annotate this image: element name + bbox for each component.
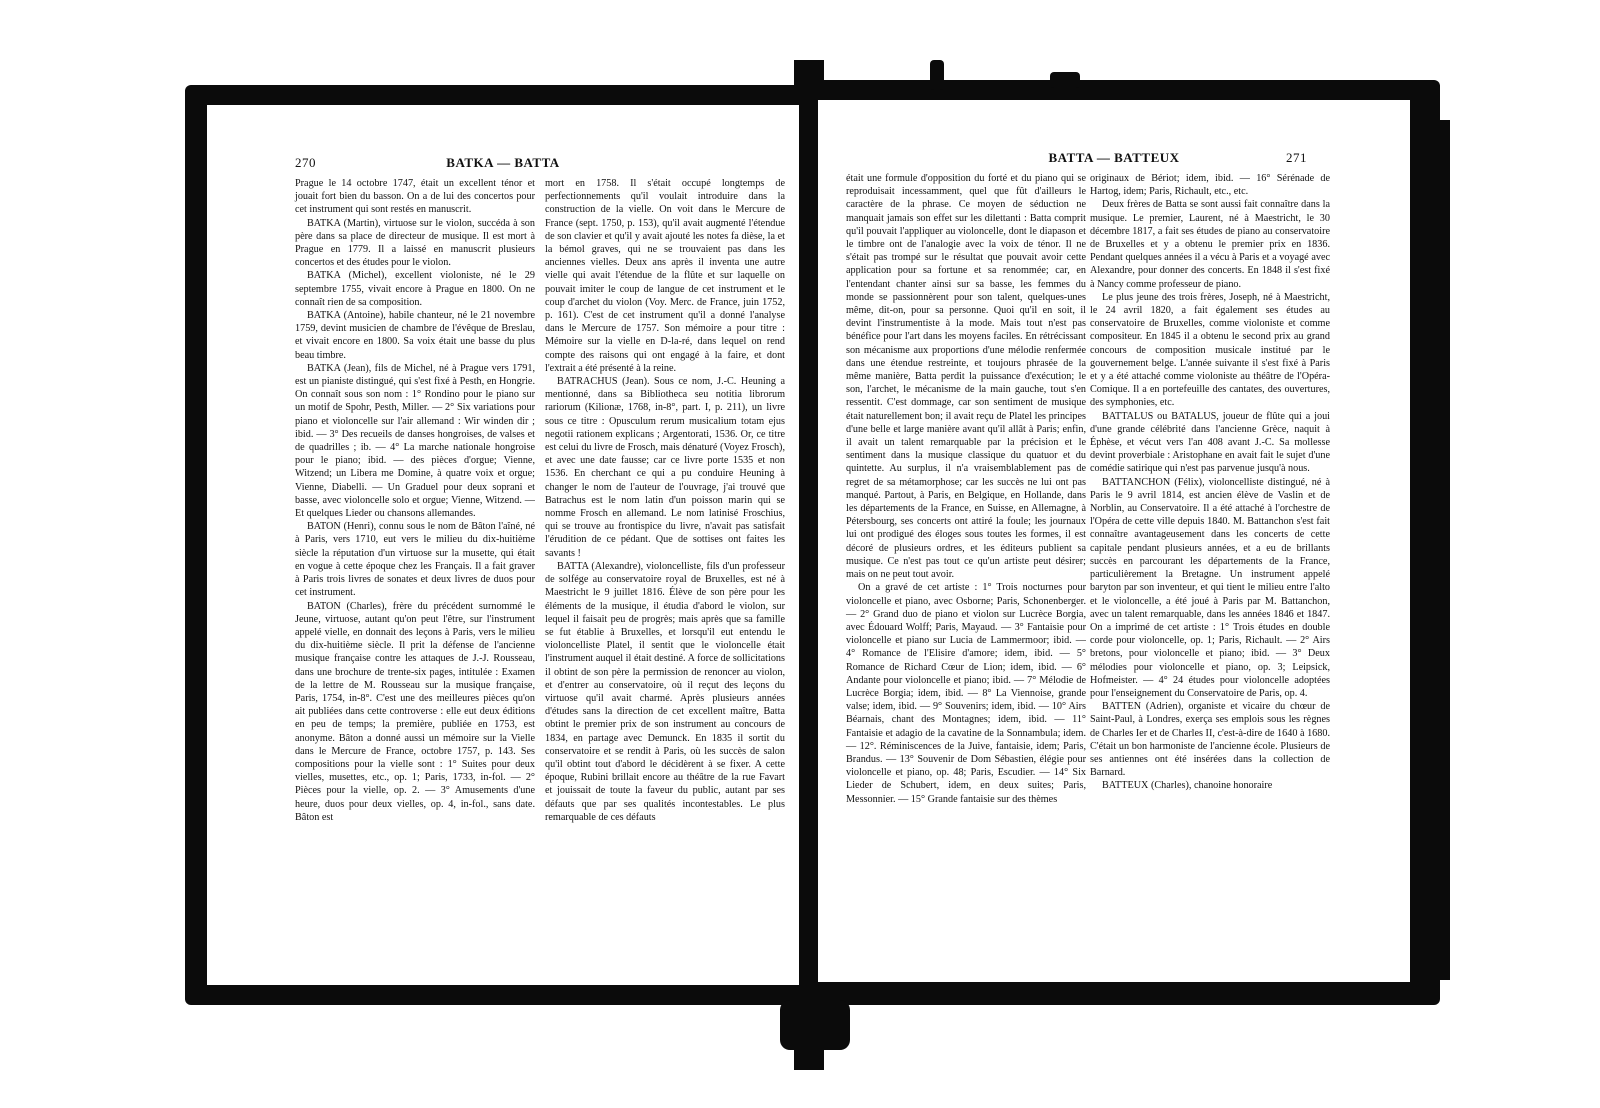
left-page	[207, 105, 799, 985]
left-page-column-1	[295, 177, 535, 824]
entry-paragraph: Deux frères de Batta se sont aussi fait connaître dans la musique. Le premier, Laurent, né à Maestricht, le 30 décembre 1817, a fait ses études de piano au conservatoire de Bruxelles et y a obtenu le premier prix en 1836. Pendant quelques années il a vécu à Paris et a voyagé avec Alexandre, pour donner des concerts. En 1848 il s'est fixé à Nancy comme professeur de piano.	[1090, 199, 1330, 290]
entry-paragraph: BATKA (Martin), virtuose sur le violon, succéda à son père dans sa place de directeur de musique. Il est mort à Prague en 1779. Il a laissé en manuscrit plusieurs concertos et des études pour le violon.	[295, 217, 535, 269]
entry-paragraph: BATON (Charles), frère du précédent surnommé le Jeune, virtuose, autant qu'on peut l'être, sur l'instrument appelé vielle, en donnait des leçons à Paris, vers le milieu du dix-huitième siècle. Il prit la défense de l'ancienne musique française contre les attaques de J.-J. Rousseau, dans une brochure de trente-six pages, intitulée : Examen de la lettre de M. Rousseau sur la musique française, Paris, 1754, in-8°. C'est une des meilleures pièces qu'on ait publiées dans cette controverse : elle eut deux éditions en peu de temps; la première, publiée en 1753, est anonyme. Bâton a donné aussi un mémoire sur la Vielle dans le Mercure de France, octobre 1757, p. 143. Ses compositions pour la vielle sont : 1° Suites pour deux vielles, musettes, etc., op. 1; Paris, 1733, in-fol. — 2° Pièces pour la vielle, op. 2. — 3° Amusements d'une heure, duos pour deux vielles, op. 4, in-fol., sans date. Bâton est	[295, 600, 535, 823]
entry-paragraph: était une formule d'opposition du forté et du piano qui se reproduisait incessamment, quel que fût d'ailleurs le caractère de la phrase. Ce moyen de séduction ne manquait jamais son effet sur les dilettanti : Batta comprit qu'il pouvait l'appliquer au violoncelle, dont le diapason et le timbre ont de l'analogie avec la voix de ténor. Il ne s'était pas trompé sur le résultat que pouvait avoir cette application pour sa fortune et sa renommée; car, en l'entendant chanter ainsi sur sa basse, les femmes du monde se passionnèrent pour son talent, quelques-unes même, dit-on, pour sa personne. Quoi qu'il en soit, il devint l'instrumentiste à la mode. Mais tout n'est pas bénéfice pour l'art dans les moyens faciles. En rétrécissant son mécanisme aux proportions d'une mélodie renfermée dans une étendue restreinte, et toujours phrasée de la même manière, Batta perdit la puissance d'exécution; le son, l'archet, le mécanisme de la main gauche, tout s'en ressentit. C'est dommage, car son sentiment de musique était naturellement bon; il avait reçu de Platel les principes d'une belle et large manière avant qu'il allât à Paris; enfin, il avait un talent remarquable par la précision et le sentiment dans la musique classique du quatuor et du quintette. Au surplus, il n'a vraisemblablement pas de regret de sa métamorphose; car les succès ne lui ont pas manqué. Partout, à Paris, en Belgique, en Hollande, dans les départements de la France, en Suisse, en Allemagne, à Pétersbourg, ses concerts ont attiré la foule; les journaux lui ont prodigué des éloges sous toutes les formes, il est décoré de plusieurs ordres, et les éditeurs publient sa musique. Ce n'est pas tout ce qu'un artiste peut désirer; mais on ne peut tout avoir.	[846, 173, 1086, 581]
entry-paragraph: BATKA (Antoine), habile chanteur, né le 21 novembre 1759, devint musicien de chambre de l'évêque de Breslau, et vivait encore en 1800. Sa voix était une basse du plus beau timbre.	[295, 310, 535, 361]
entry-paragraph: On a gravé de cet artiste : 1° Trois nocturnes pour violoncelle et piano, avec Osborne; Paris, Schonenberger. — 2° Grand duo de piano et violon sur Lucrèce Borgia, avec Édouard Wolff; Paris, Mayaud. — 3° Fantaisie pour violoncelle et piano sur Lucia de Lammermoor; ibid. — 4° Romance de l'Elisire d'amore; idem, ibid. — 5° Romance de Richard Cœur de Lion; idem, ibid. — 6° Andante pour violoncelle et piano; ibid. — 7° Mélodie de Lucrèce Borgia; idem, ibid. — 8° La Viennoise, grande valse; idem, ibid. — 9° Souvenirs; idem, ibid. — 10° Airs Béarnais, chant des Montagnes; idem, ibid. — 11° Fantaisie et adagio de la cavatine de la Sonnambula; idem. — 12°. Réminiscences de la Juive, fantaisie, idem; Paris, Brandus. — 13° Souvenir de Dom Sébastien, élégie pour violoncelle et piano, op. 48; Paris, Escudier. — 14° Six Lieder de Schubert, idem, en deux suites; Paris, Messonnier. — 15° Grande fantaisie sur des thèmes	[846, 582, 1086, 805]
top-ink-smudge	[930, 60, 944, 90]
left-running-title: BATKA — BATTA	[446, 155, 560, 170]
right-page-header	[818, 150, 1410, 170]
entry-paragraph: BATTEUX (Charles), chanoine honoraire	[1102, 780, 1273, 792]
left-page-number: 270	[295, 155, 316, 170]
entry-paragraph: BATKA (Jean), fils de Michel, né à Prague vers 1791, est un pianiste distingué, qui s'est fixé à Pesth, en Hongrie. On connaît sous son nom : 1° Rondino pour le piano sur un motif de Spohr, Pesth, Miller. — 2° Six variations pour piano et violoncelle sur l'air allemand : Wir winden dir ; ibid. — 3° Des recueils de danses hongroises, de valses et de quadrilles ; ib. — 4° La marche nationale hongroise pour le piano; ibid. — des pièces d'orgue; Vienne, Witzend; un Libera me Domine, à quatre voix et orgue; Vienne, Diabelli. — Un Graduel pour deux soprani et basse, avec violoncelle solo et orgue; Vienne, Witzend. — Et quelques Lieder ou chansons allemandes.	[295, 362, 535, 520]
entry-paragraph: BATKA (Michel), excellent violoniste, né le 29 septembre 1755, vivait encore à Prague en 1800. On ne connaît rien de sa composition.	[295, 270, 535, 308]
entry-paragraph: originaux de Bériot; idem, ibid. — 16° Sérénade de Hartog, idem; Paris, Richault, etc., etc.	[1090, 173, 1330, 198]
right-edge-smudge	[1410, 120, 1450, 980]
entry-paragraph: BATTANCHON (Félix), violoncelliste distingué, né à Paris le 9 avril 1814, est ancien élève de Vaslin et de Norblin, au Conservatoire. Il a été attaché à l'orchestre de l'Opéra de cette ville depuis 1840. M. Battanchon s'est fait connaître avantageusement dans les concerts de cette capitale pendant plusieurs années, et a eu de brillants succès en parcourant les départements de la France, particulièrement la Bretagne. Un instrument appelé baryton par son inventeur, et qui tient le milieu entre l'alto et le violoncelle, a été joué à Paris par M. Battanchon, avec un talent remarquable, dans les années 1846 et 1847. On a imprimé de cet artiste : 1° Trois études en double corde pour violoncelle, op. 1; Paris, Richault. — 2° Airs bretons, pour violoncelle et piano; ibid. — 3° Deux mélodies pour violoncelle et piano, op. 3; Leipsick, Hofmeister. — 4° 24 études pour violoncelle adoptées pour l'enseignement du Conservatoire de Paris, op. 4.	[1090, 476, 1330, 699]
entry-paragraph: Prague le 14 octobre 1747, était un excellent ténor et jouait fort bien du basson. On a de lui des concertos pour cet instrument qui sont restés en manuscrit.	[295, 178, 535, 216]
right-page-column-2	[1090, 172, 1330, 793]
entry-paragraph: BATTEN (Adrien), organiste et vicaire du chœur de Saint-Paul, à Londres, exerça ses emplois sous les règnes de Charles Ier et de Charles II, c'est-à-dire de 1640 à 1680. C'était un bon harmoniste de l'ancienne école. Plusieurs de ses antiennes ont été insérées dans la collection de Barnard.	[1090, 701, 1330, 779]
entry-paragraph: BATTALUS ou BATALUS, joueur de flûte qui a joui d'une grande célébrité dans l'ancienne Grèce, naquit à Éphèse, et vécut vers l'an 408 avant J.-C. Sa mollesse devint proverbiale : Aristophane en avait fait le sujet d'une comédie satirique qui n'est pas parvenue jusqu'à nous.	[1090, 410, 1330, 475]
right-running-title: BATTA — BATTEUX	[1048, 150, 1180, 165]
entry-paragraph: mort en 1758. Il s'était occupé longtemps de perfectionnements qu'il voulait introduire dans la construction de la vielle. On voit dans le Mercure de France (sept. 1750, p. 153), qu'il avait augmenté l'étendue de son clavier et qu'il y avait ajouté les notes fa dièse, la et la bémol graves, qui ne se trouvaient pas dans les anciennes vielles. Deux ans après il inventa une autre vielle qui avait l'étendue de la flûte et sur laquelle on pouvait imiter le coup de langue de cet instrument et le coup d'archet du violon (Voy. Merc. de France, juin 1752, p. 161). C'est de cet instrument qu'il a donné l'analyse dans le Mercure de 1757. Son mémoire a pour titre : Mémoire sur la vielle en D-la-ré, dans lequel on rend compte des raisons qui ont engagé à la faire, et dont l'extrait a été présenté à la reine.	[545, 178, 785, 374]
left-page-header	[207, 155, 799, 175]
left-page-column-2	[545, 177, 785, 824]
entry-paragraph: BATRACHUS (Jean). Sous ce nom, J.-C. Heuning a mentionné, dans sa Bibliotheca seu notitia librorum rariorum (Kilionæ, 1768, in-8°, part. I, p. 211), un livre sous ce titre : Opusculum rerum musicalium totam ejus negotii rationem explicans ; Argentorati, 1536. Or, ce titre est celui du livre de Frosch, mais dénaturé (Voyez Frosch), et avec une date fausse; car ce livre porte 1535 et non 1536. En cherchant ce qui a pu conduire Heuning à changer le nom de l'auteur de l'ouvrage, j'ai trouvé que Batrachus est le nom latin d'un poisson marin qui se nomme Frosch en allemand. Le nom latinisé Froschius, qui se trouve au frontispice du livre, n'avait pas satisfait l'érudition de ce pédant. Que de sottises ont faites les savants !	[545, 376, 785, 559]
entry-paragraph: BATTA (Alexandre), violoncelliste, fils d'un professeur de solfége au conservatoire royal de Bruxelles, est né à Maestricht le 9 juillet 1816. Élève de son père pour les éléments de la musique, il étudia d'abord le violon, sur lequel il faisait peu de progrès; mais après que sa famille se fut établie à Bruxelles, et lorsqu'il eut entendu le violoncelliste Platel, il sentit que le violoncelle était l'instrument auquel il était destiné. A force de sollicitations il obtint de son père la permission de renoncer au violon, et d'entrer au conservatoire, où il reçut des leçons du virtuose qu'il avait charmé. Après plusieurs années d'études sans la direction de cet excellent maître, Batta obtint le premier prix de son instrument au concours de 1834, en partage avec Demunck. En 1835 il sortit du conservatoire et se rendit à Paris, où les succès de salon qu'il obtint tout d'abord le décidèrent à se fixer. A cette époque, Rubini brillait encore au théâtre de la rue Favart et jouissait de toute la faveur du public, autant par ses défauts que par ses qualités incontestables. Le plus remarquable de ces défauts	[545, 560, 785, 823]
right-page-column-1	[846, 172, 1086, 806]
entry-paragraph: BATON (Henri), connu sous le nom de Bâton l'aîné, né à Paris, vers 1710, eut vers le milieu du dix-huitième siècle la réputation d'un virtuose sur la musette, qui était en vogue à cette époque chez les Français. Il a fait graver à Paris trois livres de sonates et deux livres de duos pour cet instrument.	[295, 521, 535, 599]
right-page	[818, 100, 1410, 982]
bottom-ink-smudge	[780, 1000, 850, 1050]
top-ink-smudge-2	[1050, 72, 1080, 88]
entry-paragraph: Le plus jeune des trois frères, Joseph, né à Maestricht, le 24 avril 1820, a fait également ses études au conservatoire de Bruxelles, comme violoniste et comme compositeur. En 1845 il a obtenu le second prix au grand concours de composition musicale institué par le gouvernement belge. L'année suivante il s'est fixé à Paris et y a été attaché comme violoniste au théâtre de l'Opéra-Comique. Il a en portefeuille des cantates, des ouvertures, des symphonies, etc.	[1090, 291, 1330, 409]
right-page-number: 271	[1286, 150, 1307, 165]
